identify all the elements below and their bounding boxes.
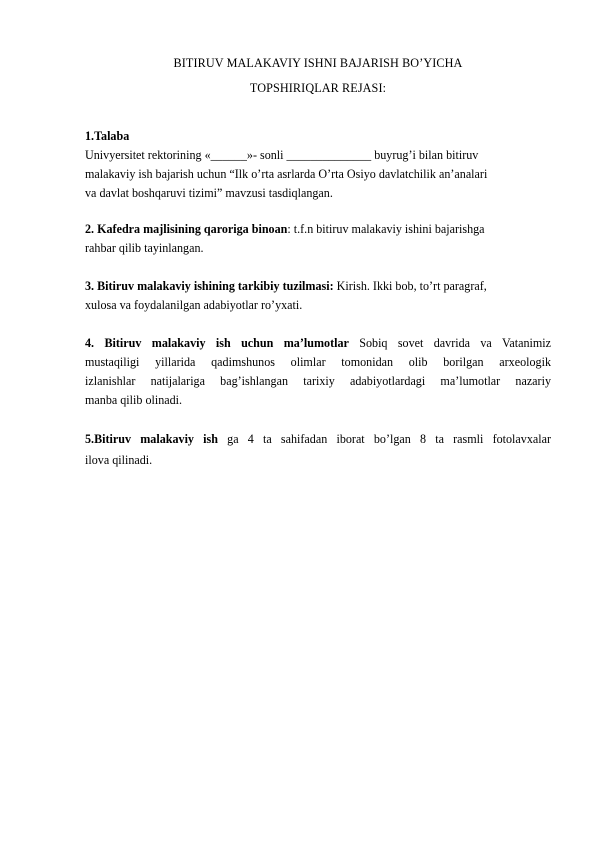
section-5-text: ga 4 ta sahifadan iborat bo’lgan 8 ta rasmli fotolavxalar bbox=[217, 432, 551, 446]
section-4-information bbox=[85, 334, 551, 410]
section-2-text: : t.f.n bitiruv malakaviy ishini bajarishga bbox=[287, 222, 485, 236]
section-3-line-1 bbox=[85, 277, 551, 296]
section-5-appendix bbox=[85, 429, 551, 471]
section-2-department-decision bbox=[85, 220, 551, 258]
section-4-text: Sobiq sovet davrida va Vatanimiz bbox=[348, 336, 551, 350]
section-1-line-2: malakaviy ish bajarish uchun “Ilk o’rta asrlarda O’rta Osiyo davlatchilik an’analari bbox=[85, 167, 488, 181]
document-title-line-1: BITIRUV MALAKAVIY ISHNI BAJARISH BO’YICHA bbox=[173, 56, 463, 70]
section-1-heading: 1.Talaba bbox=[85, 129, 130, 143]
section-3-text: Kirish. Ikki bob, to’rt paragraf, bbox=[333, 279, 487, 293]
document-title-line-2: TOPSHIRIQLAR REJASI: bbox=[249, 81, 387, 95]
section-5-line-2: ilova qilinadi. bbox=[85, 453, 153, 467]
section-4-line-3: izlanishlar natijalariga bag’ishlangan tarixiy adabiyotlardagi ma’lumotlar nazariy bbox=[85, 374, 551, 388]
section-1-line-1: Univyersitet rektorining «______»- sonli ______________ buyrug’i bilan bitiruv bbox=[85, 148, 479, 162]
section-5-line-1 bbox=[85, 429, 551, 450]
section-3-line-2: xulosa va foydalanilgan adabiyotlar ro’yxati. bbox=[85, 298, 303, 312]
section-4-line-2: mustaqiligi yillarida qadimshunos olimlar tomonidan olib borilgan arxeologik bbox=[85, 355, 551, 369]
section-4-heading: 4. Bitiruv malakaviy ish uchun ma’lumotlar bbox=[85, 336, 349, 350]
section-4-line-4: manba qilib olinadi. bbox=[85, 393, 183, 407]
section-1-line-3: va davlat boshqaruvi tizimi” mavzusi tasdiqlangan. bbox=[85, 186, 333, 200]
section-2-line-1 bbox=[85, 220, 551, 239]
section-3-heading: 3. Bitiruv malakaviy ishining tarkibiy tuzilmasi: bbox=[85, 279, 334, 293]
section-2-line-2: rahbar qilib tayinlangan. bbox=[85, 241, 204, 255]
section-5-heading: 5.Bitiruv malakaviy ish bbox=[85, 432, 218, 446]
section-3-structure bbox=[85, 277, 551, 315]
section-4-line-1 bbox=[85, 334, 551, 353]
section-2-heading: 2. Kafedra majlisining qaroriga binoan bbox=[85, 222, 288, 236]
section-1-student bbox=[85, 127, 551, 203]
